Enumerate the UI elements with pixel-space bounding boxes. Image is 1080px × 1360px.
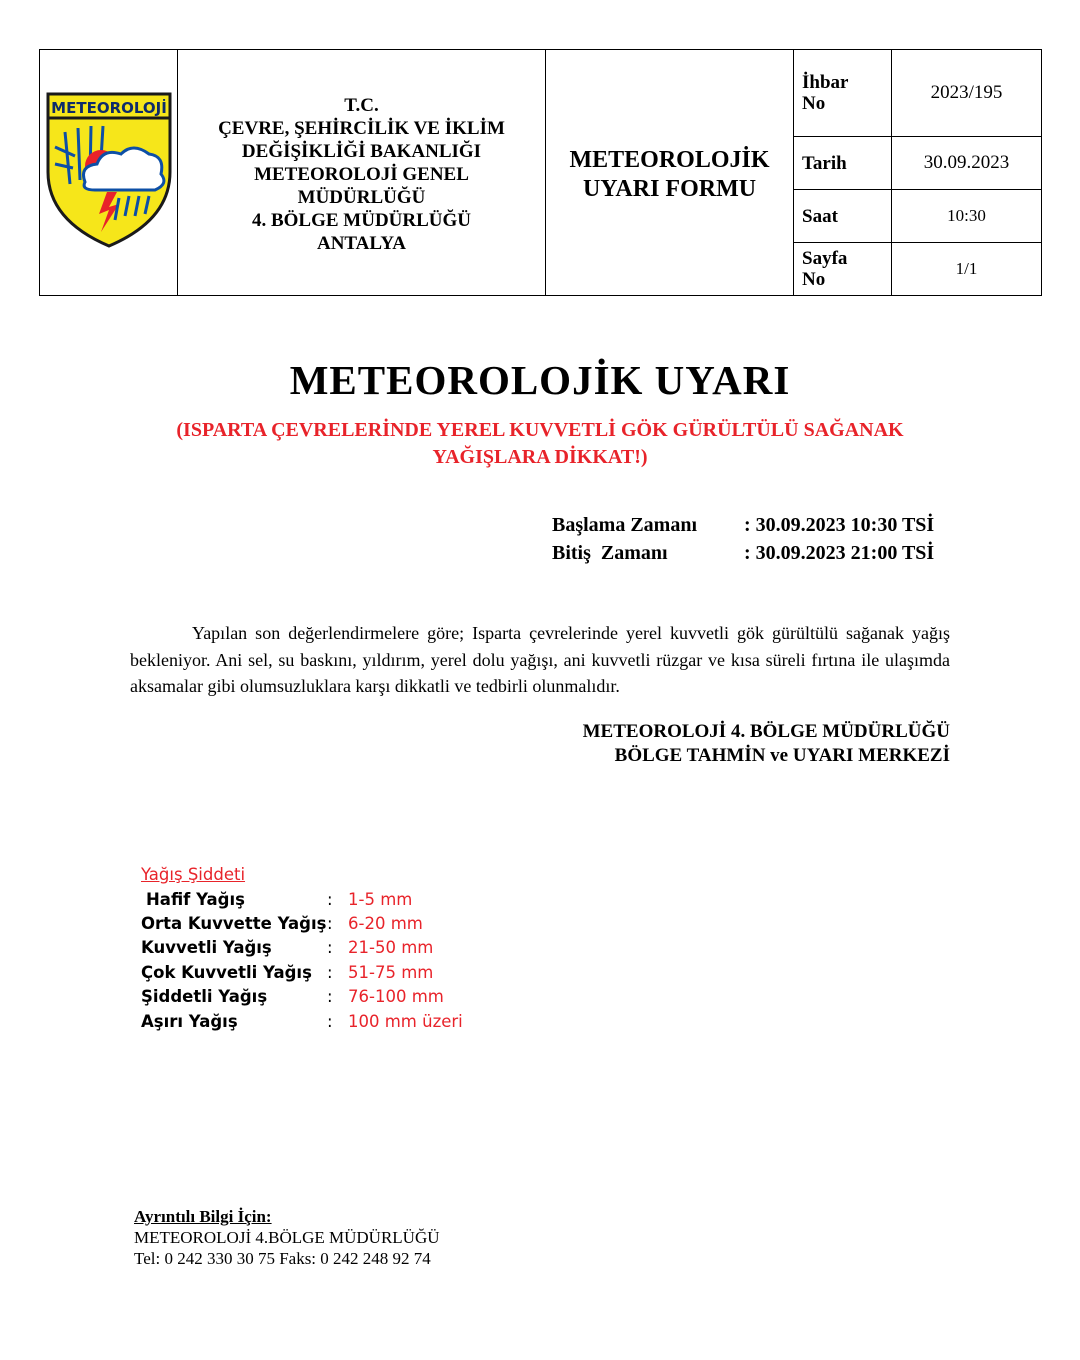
header-table xyxy=(39,49,1042,296)
intensity-row xyxy=(141,911,463,935)
form-title-line: UYARI FORMU xyxy=(582,176,757,202)
sayfa-label-line1: Sayfa xyxy=(802,248,848,269)
subtitle-line: (ISPARTA ÇEVRELERİNDE YEREL KUVVETLİ GÖK GÜRÜLTÜLÜ SAĞANAK xyxy=(176,419,904,441)
org-line: ÇEVRE, ŞEHİRCİLİK VE İKLİM xyxy=(218,118,505,139)
saat-label: Saat xyxy=(794,190,892,243)
ihbar-label-line2: No xyxy=(802,93,826,114)
form-title-line: METEOROLOJİK xyxy=(569,147,770,173)
intensity-row xyxy=(141,985,463,1009)
intensity-label: Hafif Yağış xyxy=(146,889,245,909)
org-line: MÜDÜRLÜĞÜ xyxy=(297,187,426,208)
sayfa-label xyxy=(794,243,892,296)
warning-subtitle xyxy=(140,417,940,471)
intensity-label: Kuvvetli Yağış xyxy=(141,938,272,958)
ihbar-value: 2023/195 xyxy=(892,50,1042,137)
ihbar-label-line1: İhbar xyxy=(802,72,849,93)
intensity-label: Şiddetli Yağış xyxy=(141,987,268,1007)
intensity-title: Yağış Şiddeti xyxy=(141,865,246,884)
saat-value: 10:30 xyxy=(892,190,1042,243)
time-block xyxy=(552,511,972,567)
page-title: METEOROLOJİK UYARI xyxy=(289,357,791,403)
intensity-separator: : xyxy=(327,938,333,958)
signature-block xyxy=(583,720,950,768)
org-line: DEĞİŞİKLİĞİ BAKANLIĞI xyxy=(241,141,482,162)
intensity-value: 51-75 mm xyxy=(348,962,434,982)
sayfa-value: 1/1 xyxy=(892,243,1042,296)
intensity-value: 100 mm üzeri xyxy=(348,1011,463,1031)
signature-line: METEOROLOJİ 4. BÖLGE MÜDÜRLÜĞÜ xyxy=(582,721,950,742)
contact-footer xyxy=(134,1206,440,1269)
start-time-value: : 30.09.2023 10:30 TSİ xyxy=(744,513,935,536)
intensity-separator: : xyxy=(327,914,333,934)
sayfa-label-line2: No xyxy=(802,269,826,290)
org-line: T.C. xyxy=(344,95,379,116)
svg-text:METEOROLOJİ: METEOROLOJİ xyxy=(50,99,167,117)
intensity-label: Aşırı Yağış xyxy=(141,1011,238,1031)
start-time-row xyxy=(552,511,972,539)
intensity-row xyxy=(141,936,463,960)
footer-line: METEOROLOJİ 4.BÖLGE MÜDÜRLÜĞÜ xyxy=(134,1228,440,1247)
end-time-value: : 30.09.2023 21:00 TSİ xyxy=(744,541,935,564)
intensity-separator: : xyxy=(327,1011,333,1031)
logo-cell xyxy=(40,50,178,296)
intensity-label: Çok Kuvvetli Yağış xyxy=(141,962,312,982)
org-line: METEOROLOJİ GENEL xyxy=(254,164,469,185)
organization-block xyxy=(178,50,546,296)
intensity-row xyxy=(141,1009,463,1033)
intensity-value: 1-5 mm xyxy=(348,889,413,909)
ihbar-label xyxy=(794,50,892,137)
signature-line: BÖLGE TAHMİN ve UYARI MERKEZİ xyxy=(614,745,950,766)
form-title-cell xyxy=(546,50,794,296)
intensity-label: Orta Kuvvette Yağış xyxy=(141,914,327,934)
intensity-separator: : xyxy=(327,962,333,982)
intensity-separator: : xyxy=(327,889,333,909)
footer-title: Ayrıntılı Bilgi İçin: xyxy=(134,1207,272,1226)
subtitle-line: YAĞIŞLARA DİKKAT!) xyxy=(432,446,648,468)
tarih-value: 30.09.2023 xyxy=(892,137,1042,190)
footer-line: Tel: 0 242 330 30 75 Faks: 0 242 248 92 74 xyxy=(134,1249,431,1268)
intensity-row xyxy=(141,887,463,911)
precipitation-intensity-table xyxy=(141,862,463,1033)
intensity-separator: : xyxy=(327,987,333,1007)
intensity-value: 6-20 mm xyxy=(348,914,423,934)
intensity-value: 76-100 mm xyxy=(348,987,444,1007)
org-line: ANTALYA xyxy=(316,233,407,254)
warning-body: Yapılan son değerlendirmelere göre; Isparta çevrelerinde yerel kuvvetli gök gürültülü sağanak yağış bekleniyor. Ani sel, su baskını, yıldırım, yerel dolu yağışı, ani kuvvetli rüzgar ve kısa süreli fırtına ile ulaşımda aksamalar gibi olumsuzluklara karşı dikkatli ve tedbirli olunmalıdır. xyxy=(130,623,950,696)
intensity-row xyxy=(141,960,463,984)
end-time-label: Bitiş Zamanı xyxy=(552,541,668,564)
start-time-label: Başlama Zamanı xyxy=(552,513,698,536)
meteoroloji-logo xyxy=(45,92,173,248)
org-line: 4. BÖLGE MÜDÜRLÜĞÜ xyxy=(251,210,472,231)
end-time-row xyxy=(552,539,972,567)
tarih-label: Tarih xyxy=(794,137,892,190)
intensity-value: 21-50 mm xyxy=(348,938,434,958)
